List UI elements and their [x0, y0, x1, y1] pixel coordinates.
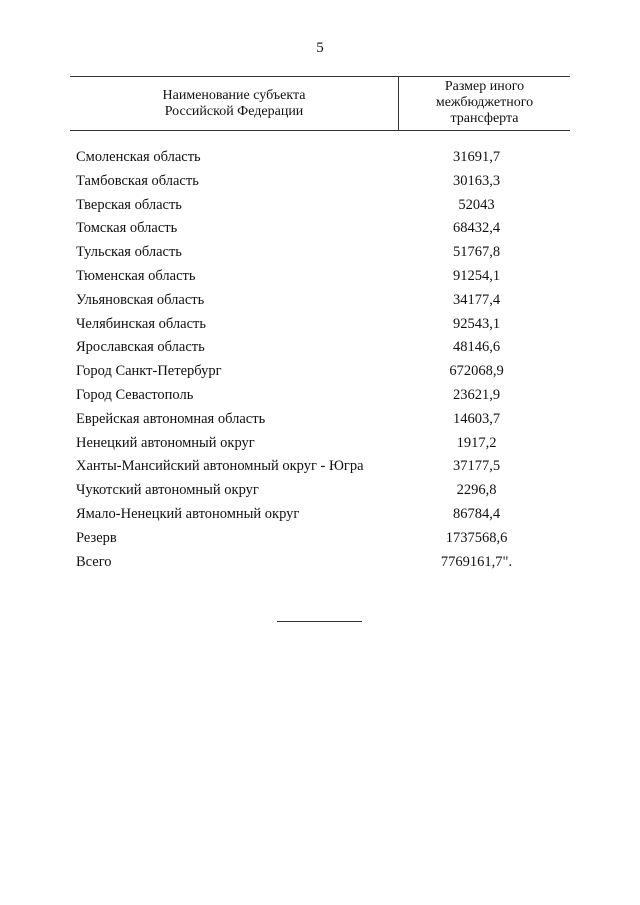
transfer-value: 51767,8	[452, 244, 501, 261]
subject-name: Ярославская область	[76, 339, 205, 356]
subject-name: Тульская область	[76, 244, 182, 261]
table-row	[76, 146, 570, 170]
header-amount-line: Размер иного	[444, 79, 525, 94]
subject-name: Челябинская область	[76, 315, 206, 332]
transfer-value: 14603,7	[452, 410, 501, 427]
header-transfer-amount	[399, 79, 570, 127]
table-row	[76, 241, 570, 265]
subject-name: Тамбовская область	[76, 172, 199, 189]
table-row	[76, 289, 570, 313]
transfer-value: 23621,9	[452, 386, 501, 403]
table-row	[76, 384, 570, 408]
table-row	[76, 527, 570, 551]
transfer-value: 48146,6	[452, 339, 501, 356]
header-amount-line: межбюджетного	[435, 95, 534, 110]
transfer-value: 86784,4	[452, 505, 501, 522]
subject-name: Ульяновская область	[76, 291, 205, 308]
table-row	[76, 479, 570, 503]
subject-name: Томская область	[76, 220, 178, 237]
transfer-value: 30163,3	[452, 172, 501, 189]
table-row	[76, 408, 570, 432]
table-row	[76, 360, 570, 384]
table-header	[70, 76, 570, 131]
subject-name: Тверская область	[76, 196, 182, 213]
header-subject-name	[70, 88, 398, 120]
header-amount-line: трансферта	[450, 111, 519, 126]
table-row	[76, 551, 570, 575]
table-row	[76, 432, 570, 456]
subject-name: Еврейская автономная область	[76, 410, 266, 427]
transfer-value: 1917,2	[456, 434, 497, 451]
table-row	[76, 194, 570, 218]
subject-name: Резерв	[76, 529, 117, 546]
transfer-table	[70, 76, 570, 131]
transfer-value: 37177,5	[452, 458, 501, 475]
header-subject-line: Наименование субъекта	[162, 88, 306, 103]
table-row	[76, 265, 570, 289]
subject-name: Ямало-Ненецкий автономный округ	[76, 505, 300, 522]
subject-name: Город Севастополь	[76, 386, 194, 403]
subject-name: Всего	[76, 553, 112, 570]
transfer-value: 7769161,7".	[440, 553, 513, 570]
transfer-value: 34177,4	[452, 291, 501, 308]
end-of-document-rule	[277, 621, 362, 622]
page-number: 5	[316, 40, 324, 56]
table-row	[76, 217, 570, 241]
transfer-value: 92543,1	[452, 315, 501, 332]
transfer-value: 2296,8	[456, 482, 497, 499]
subject-name: Чукотский автономный округ	[76, 482, 259, 499]
table-row	[76, 503, 570, 527]
subject-name: Тюменская область	[76, 267, 196, 284]
subject-name: Смоленская область	[76, 149, 201, 165]
transfer-value: 52043	[458, 196, 495, 213]
subject-name: Ханты-Мансийский автономный округ - Югра	[76, 458, 364, 475]
subject-name: Ненецкий автономный округ	[76, 434, 255, 451]
header-subject-line: Российской Федерации	[164, 104, 304, 119]
table-rows	[76, 146, 570, 574]
table-row	[76, 455, 570, 479]
transfer-value: 91254,1	[452, 267, 501, 284]
transfer-value: 1737568,6	[445, 529, 508, 546]
table-row	[76, 313, 570, 337]
table-row	[76, 336, 570, 360]
transfer-value: 672068,9	[449, 363, 504, 380]
transfer-value: 68432,4	[452, 220, 501, 237]
subject-name: Город Санкт-Петербург	[76, 363, 222, 380]
table-row	[76, 170, 570, 194]
transfer-value: 31691,7	[452, 149, 501, 165]
